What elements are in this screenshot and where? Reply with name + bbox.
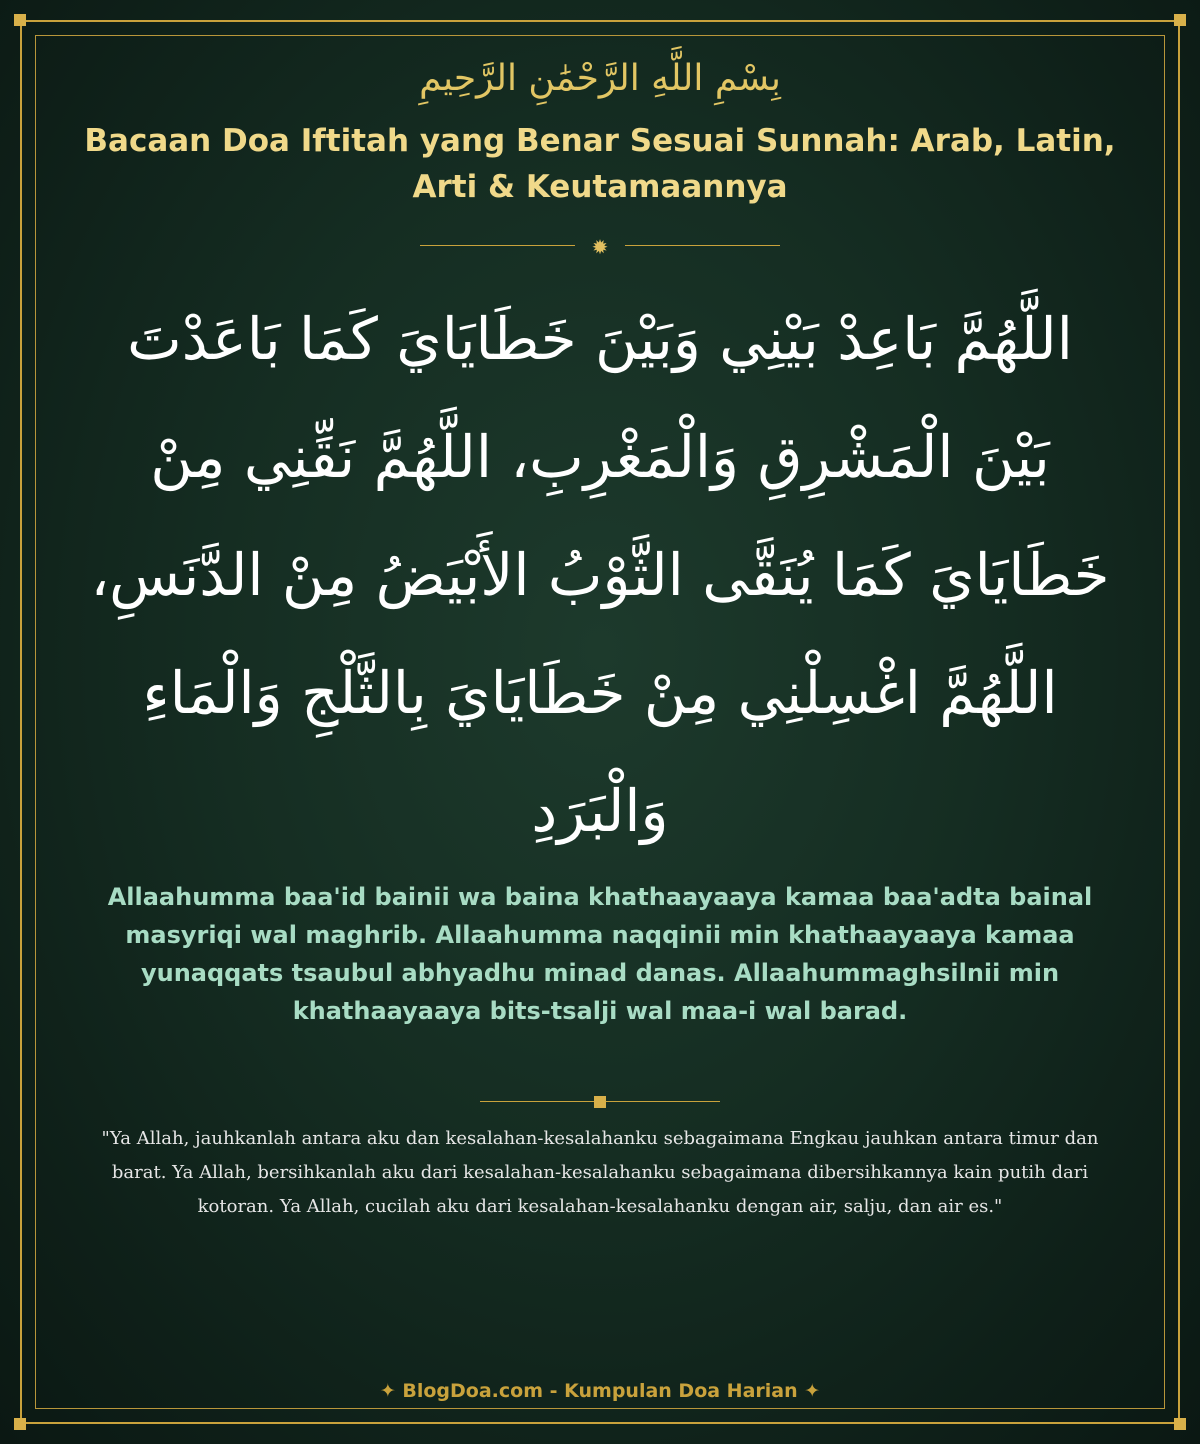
divider-line-left	[420, 245, 575, 246]
corner-ornament-top-left	[14, 14, 26, 26]
latin-transliteration: Allaahumma baa'id bainii wa baina khathaayaaya kamaa baa'adta bainal masyriqi wal maghrib. Allaahumma naqqinii min khathaayaaya kamaa yunaqqats tsaubul abhyadhu minad danas. Allaahummaghsilnii min khathaayaaya bits-tsalji wal maa-i wal barad.	[107, 883, 1093, 1025]
diamond-icon	[594, 1096, 606, 1108]
footer-credit: ✦ BlogDoa.com - Kumpulan Doa Harian ✦	[379, 1380, 821, 1402]
arabic-prayer-text: اللَّهُمَّ بَاعِدْ بَيْنِي وَبَيْنَ خَطَايَايَ كَمَا بَاعَدْتَ بَيْنَ الْمَشْرِقِ وَالْمَغْرِبِ، اللَّهُمَّ نَقِّنِي مِنْ خَطَايَايَ كَمَا يُنَقَّى الثَّوْبُ الأَبْيَضُ مِنْ الدَّنَسِ، اللَّهُمَّ اغْسِلْنِي مِنْ خَطَايَايَ بِالثَّلْجِ وَالْمَاءِ وَالْبَرَدِ	[90, 305, 1110, 845]
page-title: Bacaan Doa Iftitah yang Benar Sesuai Sunnah: Arab, Latin, Arti & Keutamaannya	[84, 123, 1116, 205]
top-divider	[0, 235, 1200, 259]
bismillah-heading: بِسْمِ اللَّهِ الرَّحْمَٰنِ الرَّحِيمِ	[419, 58, 781, 99]
middle-divider	[0, 1092, 1200, 1112]
sun-star-icon: ✹	[591, 235, 609, 259]
corner-ornament-top-right	[1174, 14, 1186, 26]
divider-line-right	[625, 245, 780, 246]
corner-ornament-bottom-left	[14, 1418, 26, 1430]
translation-text: "Ya Allah, jauhkanlah antara aku dan kesalahan-kesalahanku sebagaimana Engkau jauhkan antara timur dan barat. Ya Allah, bersihkanlah aku dari kesalahan-kesalahanku sebagaimana dibersihkannya kain putih dari kotoran. Ya Allah, cucilah aku dari kesalahan-kesalahanku dengan air, salju, dan air es."	[101, 1128, 1099, 1217]
corner-ornament-bottom-right	[1174, 1418, 1186, 1430]
